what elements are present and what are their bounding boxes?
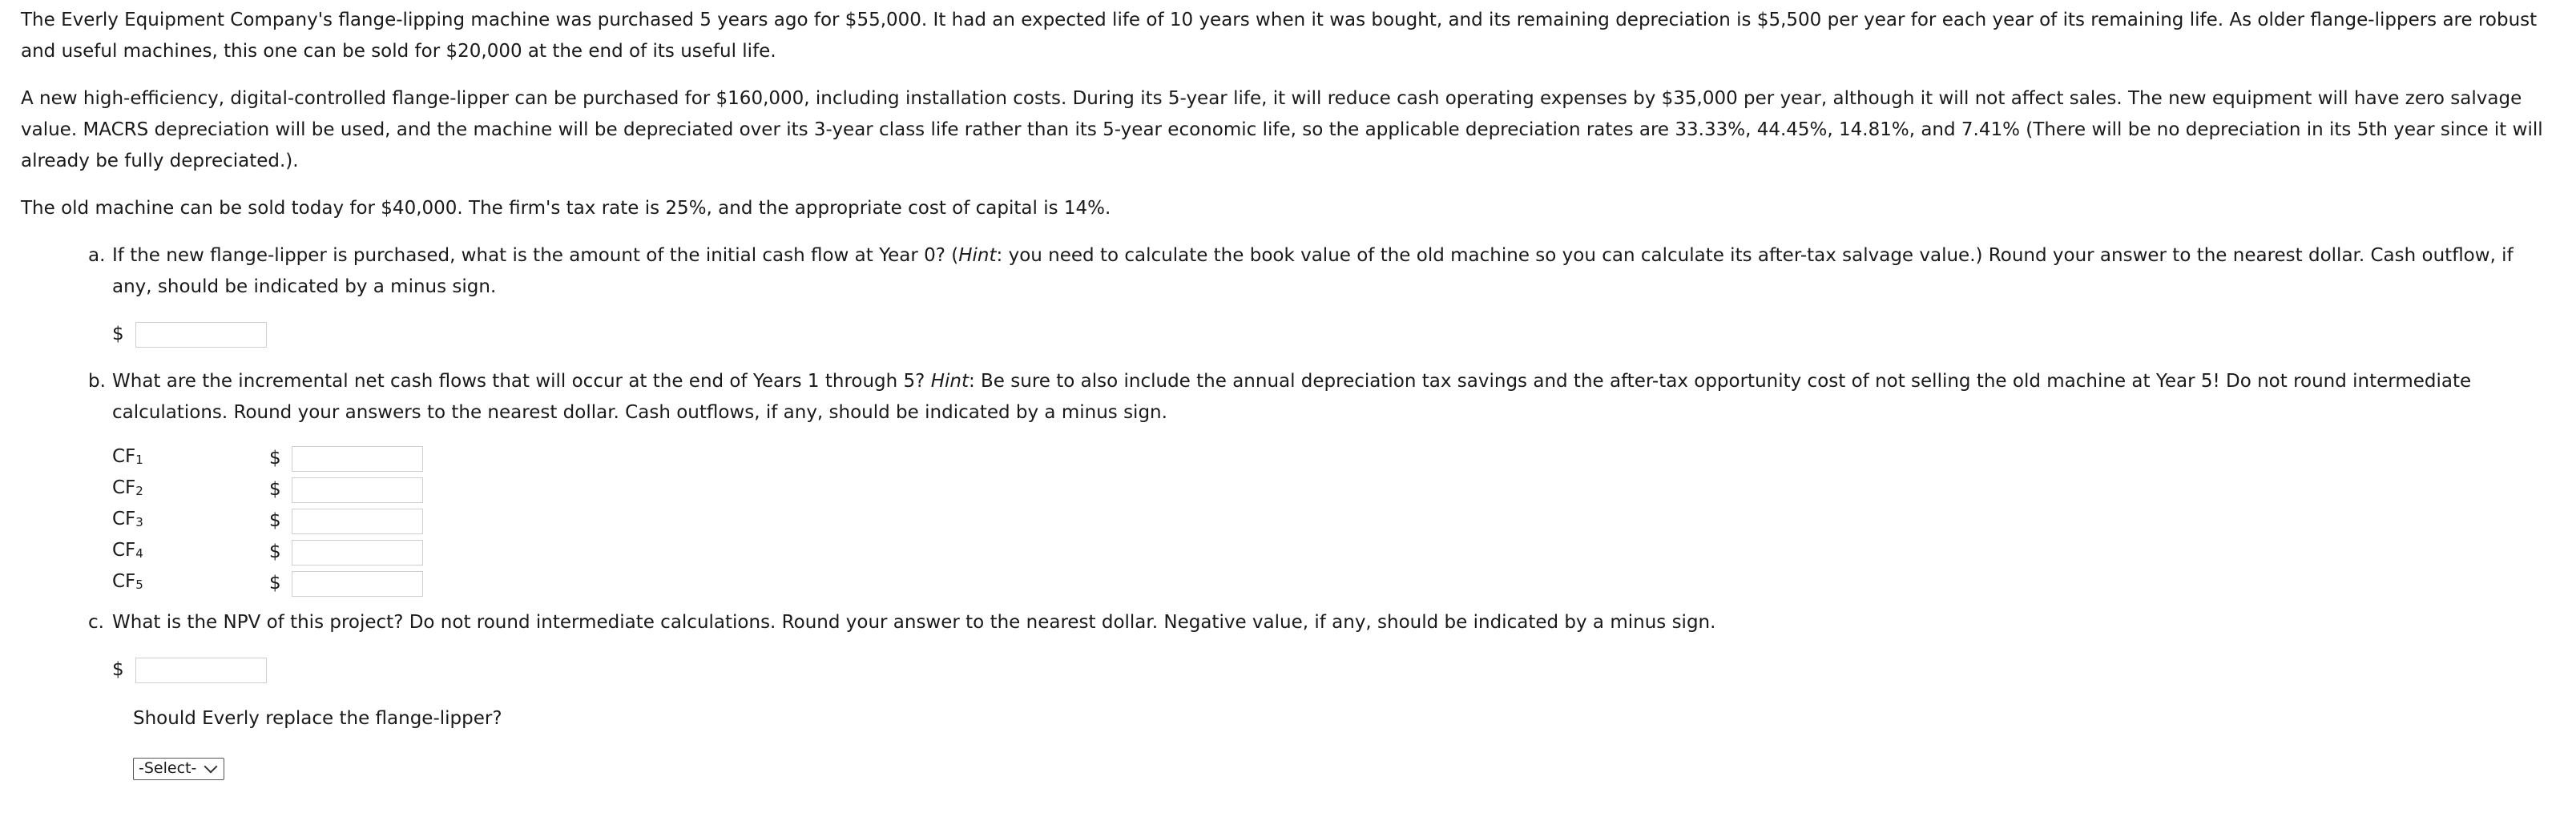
cash-flow-table [21,443,2555,599]
replace-decision-select[interactable] [133,758,224,780]
cash-flow-label: $CF_5$ [112,571,143,592]
question-b-text-part-2: : Be sure to also include the annual depreciation tax savings and the after-tax opportunity cost of not selling the old machine at Year 5! Do not round intermediate calculations. Round your answers to the nearest dollar. Cash outflows, if any, should be indicated by a minus sign. [112,371,2472,423]
npv-input[interactable] [135,658,267,683]
cash-flow-label: $CF_1$ [112,446,143,467]
cf4-input[interactable] [292,540,423,565]
replace-question: Should Everly replace the flange-lipper? [133,708,502,729]
currency-symbol: $ [269,510,281,531]
question-c-answer-row [21,654,2555,686]
select-value: -Select- [139,759,197,777]
replace-select-row [21,752,2555,783]
currency-symbol: $ [269,448,281,469]
cash-flow-label: $CF_2$ [112,477,143,498]
currency-symbol: $ [269,573,281,594]
currency-symbol: $ [269,479,281,500]
cash-flow-row [112,568,2555,599]
question-b-hint: Hint [930,371,969,392]
question-a-hint: Hint [958,245,997,266]
question-a-answer-row [21,319,2555,350]
question-a-text-part-2: : you need to calculate the book value of the old machine so you can calculate its after-tax salvage value.) Round your answer to the nearest dollar. Cash outflow, if any, should be indicated by a minus sign. [112,245,2514,297]
intro-paragraph-2: A new high-efficiency, digital-controlled flange-lipper can be purchased for $160,000, including installation costs. During its 5-year life, it will reduce cash operating expenses by $35,000 per year, although it will not affect sales. The new equipment will have zero salvage value. MACRS depreciation will be used, and the machine will be depreciated over its 3-year class life rather than its 5-year economic life, so the applicable depreciation rates are 33.33%, 44.45%, 14.81%, and 7.41% (There will be no depreciation in its 5th year since it will already be fully depreciated.). [21,88,2543,171]
cf5-input[interactable] [292,571,423,597]
cash-flow-label: $CF_3$ [112,509,143,529]
cash-flow-row [112,443,2555,474]
chevron-down-icon [204,759,218,773]
currency-symbol: $ [269,541,281,562]
cash-flow-label: $CF_4$ [112,540,143,561]
question-a-text [112,240,2555,303]
intro-paragraph-3: The old machine can be sold today for $40,000. The firm's tax rate is 25%, and the appropriate cost of capital is 14%. [21,198,1111,219]
intro-paragraph-1: The Everly Equipment Company's flange-lipping machine was purchased 5 years ago for $55,000. It had an expected life of 10 years when it was bought, and its remaining depreciation is $5,500 per year for each year of its remaining life. As older flange-lippers are robust and useful machines, this one can be sold for $20,000 at the end of its useful life. [21,10,2538,62]
cf2-input[interactable] [292,477,423,503]
question-b-text [112,366,2555,429]
cash-flow-row [112,505,2555,537]
question-a [21,240,2555,303]
question-c-letter: c. [88,612,104,633]
question-b-letter: b. [88,371,106,392]
question-a-letter: a. [88,245,106,266]
question-a-text-part-1: If the new flange-lipper is purchased, what is the amount of the initial cash flow at Year 0? ( [112,245,959,266]
question-b [21,366,2555,429]
initial-cash-flow-input[interactable] [135,322,267,348]
question-c [21,607,2555,638]
question-c-text: What is the NPV of this project? Do not round intermediate calculations. Round your answer to the nearest dollar. Negative value, if any, should be indicated by a minus sign. [112,612,1716,633]
cash-flow-row [112,474,2555,505]
cf3-input[interactable] [292,509,423,534]
question-b-text-part-1: What are the incremental net cash flows that will occur at the end of Years 1 through 5? [112,371,931,392]
cash-flow-row [112,537,2555,568]
currency-symbol: $ [112,324,124,344]
cf1-input[interactable] [292,446,423,472]
currency-symbol: $ [112,659,124,680]
